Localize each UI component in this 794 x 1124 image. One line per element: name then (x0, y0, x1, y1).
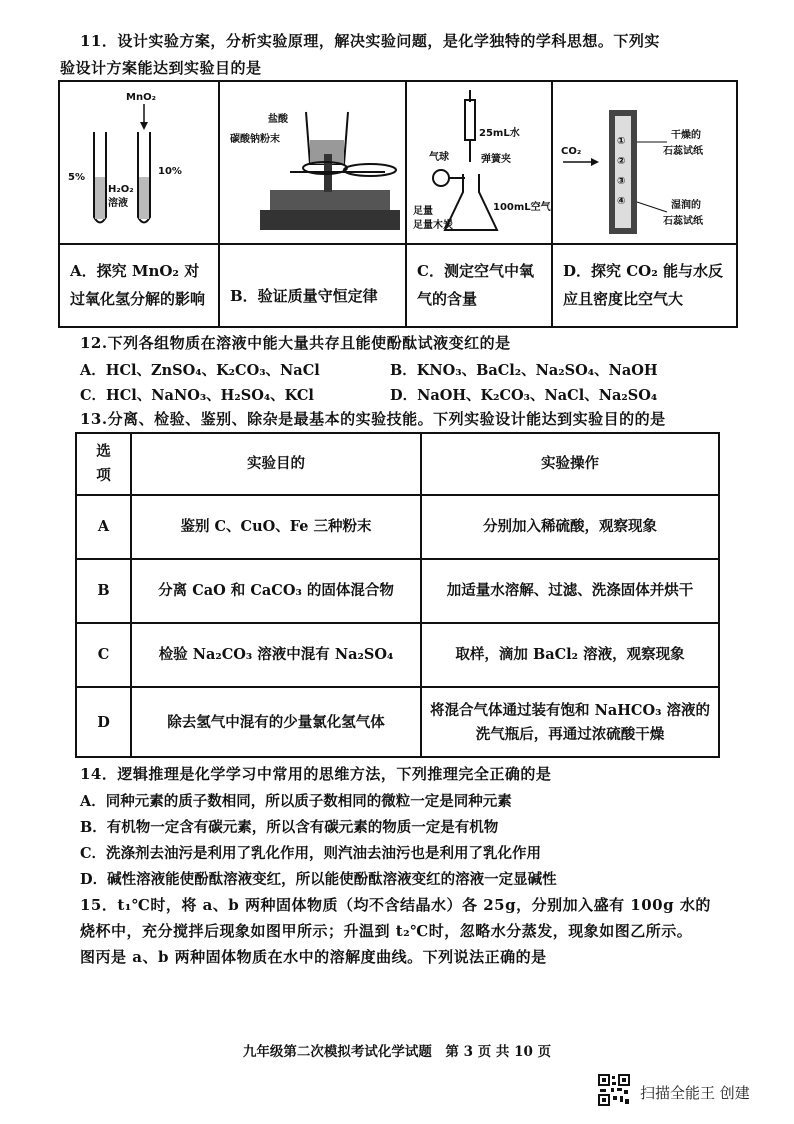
wood-label: 足量木炭 (413, 220, 453, 231)
q12-option-a: A．HCl、ZnSO₄、K₂CO₃、NaCl (80, 362, 320, 379)
table-row (77, 688, 718, 758)
q12-option-d: D．NaOH、K₂CO₃、NaCl、Na₂SO₄ (390, 387, 658, 404)
q12-option-c: C．HCl、NaNO₃、H₂SO₄、KCl (80, 387, 314, 404)
q11-apparatus-table (58, 80, 738, 328)
q13-row-a-operation: 分别加入稀硫酸，观察现象 (483, 518, 657, 535)
table-row (77, 496, 718, 560)
q14-option-c: C．洗涤剂去油污是利用了乳化作用，则汽油去油污也是利用了乳化作用 (80, 845, 542, 862)
q15-line-3: 图丙是 a、b 两种固体物质在水中的溶解度曲线。下列说法正确的是 (80, 948, 547, 966)
co2-label: CO₂ (561, 146, 582, 157)
q11-option-a: A．探究 MnO₂ 对过氧化氢分解的影响 (70, 262, 206, 308)
q13-header-operation: 实验操作 (541, 455, 599, 472)
paper2-label: 石蕊试纸 (663, 216, 703, 227)
powder-label: 碳酸钠粉末 (230, 134, 280, 145)
pct5-label: 5% (68, 172, 85, 183)
q13-row-a-goal: 鉴别 C、CuO、Fe 三种粉末 (132, 496, 422, 558)
q15-line-2: 烧杯中，充分搅拌后现象如图甲所示；升温到 t₂℃时，忽略水分蒸发，现象如图乙所示。 (80, 922, 693, 940)
flask-illustration (407, 82, 551, 243)
q14-option-a: A．同种元素的质子数相同，所以质子数相同的微粒一定是同种元素 (80, 793, 512, 810)
water-label: 25mL水 (479, 128, 520, 139)
h2o2-label: H₂O₂ (108, 184, 134, 195)
q11-option-b: B．验证质量守恒定律 (230, 287, 378, 305)
dry-label: 干燥的 (671, 130, 701, 141)
pct10-label: 10% (158, 166, 182, 177)
q13-row-d-goal: 除去氢气中混有的少量氯化氢气体 (132, 688, 422, 758)
clamp-label: 弹簧夹 (481, 154, 511, 165)
q12-stem: 12.下列各组物质在溶液中能大量共存且能使酚酞试液变红的是 (80, 334, 511, 352)
q13-row-a-option: A (77, 496, 132, 558)
tube-illustration (553, 82, 734, 243)
hcl-label: 盐酸 (268, 114, 288, 125)
q15-line-1: 15．t₁℃时，将 a、b 两种固体物质（均不含结晶水）各 25g，分别加入盛有 100g 水的 (80, 896, 711, 914)
q13-row-b-operation: 加适量水溶解、过滤、洗涤固体并烘干 (446, 582, 694, 599)
q13-row-c-goal: 检验 Na₂CO₃ 溶液中混有 Na₂SO₄ (132, 624, 422, 686)
q13-header-goal: 实验目的 (132, 434, 422, 494)
q11-cell-c (407, 82, 553, 326)
balloon-label: 气球 (429, 152, 449, 163)
balance-illustration (220, 82, 405, 243)
q14-stem: 14．逻辑推理是化学学习中常用的思维方法，下列推理完全正确的是 (80, 765, 552, 783)
q11-cell-a (60, 82, 220, 326)
solution-label: 溶液 (108, 198, 128, 209)
q13-header-option: 选 项 (77, 434, 132, 494)
q11-stem-line-1: 11．设计实验方案，分析实验原理，解决实验问题，是化学独特的学科思想。下列实 (80, 32, 660, 50)
wood-label-1: 足量 (413, 206, 433, 217)
q11-option-c: C．测定空气中氧气的含量 (417, 262, 534, 308)
wet-label: 湿润的 (671, 200, 701, 211)
table-row (77, 624, 718, 688)
q11-cell-d (553, 82, 736, 326)
q13-header-row (77, 434, 718, 496)
q11-figure-b (220, 82, 405, 245)
label-3: ③ (617, 176, 626, 187)
qr-code-icon (598, 1074, 630, 1106)
q11-figure-c (407, 82, 551, 245)
q12-option-b: B．KNO₃、BaCl₂、Na₂SO₄、NaOH (390, 362, 658, 379)
q13-row-d-option: D (77, 688, 132, 758)
q13-row-c-operation: 取样，滴加 BaCl₂ 溶液，观察现象 (455, 646, 685, 663)
mno2-label: MnO₂ (126, 92, 156, 103)
q11-stem-line-2: 验设计方案能达到实验目的是 (60, 59, 262, 77)
q14-option-b: B．有机物一定含有碳元素，所以含有碳元素的物质一定是有机物 (80, 819, 499, 836)
q11-figure-d (553, 82, 736, 245)
label-1: ① (617, 136, 626, 147)
q13-stem: 13.分离、检验、鉴别、除杂是最基本的实验技能。下列实验设计能达到实验目的的是 (80, 410, 666, 428)
q11-cell-b (220, 82, 407, 326)
page-footer: 九年级第二次模拟考试化学试题 第 3 页 共 10 页 (242, 1044, 552, 1060)
q13-row-d-operation: 将混合气体通过装有饱和 NaHCO₃ 溶液的洗气瓶后，再通过浓硫酸干燥 (430, 702, 710, 743)
q14-option-d: D．碱性溶液能使酚酞溶液变红，所以能使酚酞溶液变红的溶液一定显碱性 (80, 871, 557, 888)
test-tubes-illustration (60, 82, 216, 243)
label-4: ④ (617, 196, 626, 207)
air-label: 100mL空气 (493, 202, 551, 213)
label-2: ② (617, 156, 626, 167)
q13-row-c-option: C (77, 624, 132, 686)
q13-row-b-goal: 分离 CaO 和 CaCO₃ 的固体混合物 (132, 560, 422, 622)
q11-figure-a (60, 82, 218, 245)
q13-row-b-option: B (77, 560, 132, 622)
q11-option-d: D．探究 CO₂ 能与水反应且密度比空气大 (563, 262, 724, 308)
scanner-watermark: 扫描全能王 创建 (640, 1084, 750, 1102)
q13-table (75, 432, 720, 758)
paper1-label: 石蕊试纸 (663, 146, 703, 157)
table-row (77, 560, 718, 624)
